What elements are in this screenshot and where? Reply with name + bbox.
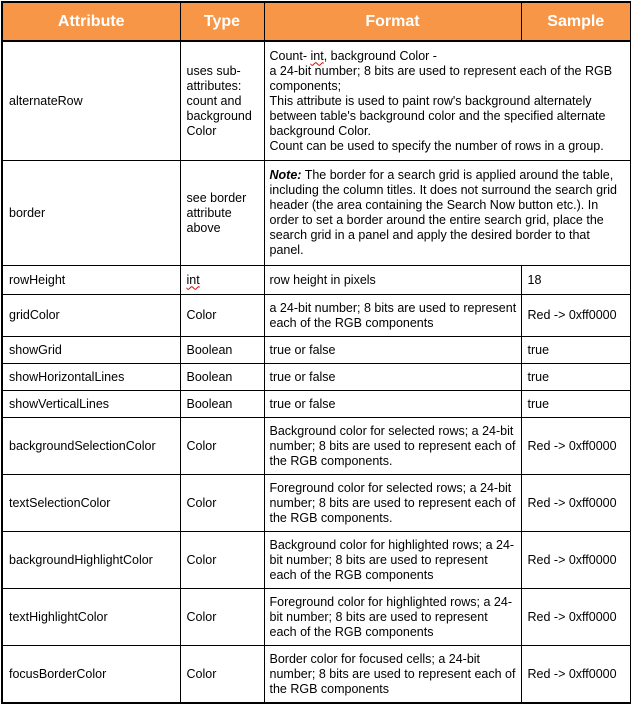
type-cell: Boolean — [180, 364, 264, 391]
header-attribute: Attribute — [2, 2, 180, 41]
attribute-cell: backgroundSelectionColor — [2, 418, 180, 475]
sample-cell: Red -> 0xff0000 — [521, 418, 631, 475]
table-row — [2, 532, 631, 589]
attribute-cell: showGrid — [2, 337, 180, 364]
format-text: Count- — [269, 48, 311, 63]
format-cell: Background color for selected rows; a 24-bit number; 8 bits are used to represent each of the RGB components. — [264, 418, 521, 475]
format-text: , background Color - — [323, 48, 437, 63]
type-cell: uses sub-attributes: count and background Color — [180, 41, 264, 161]
sample-cell: Red -> 0xff0000 — [521, 475, 631, 532]
attribute-cell: alternateRow — [2, 41, 180, 161]
table-row — [2, 418, 631, 475]
type-cell: Color — [180, 646, 264, 704]
sample-cell: true — [521, 364, 631, 391]
header-type: Type — [180, 2, 264, 41]
format-line — [270, 49, 628, 64]
type-cell: Color — [180, 418, 264, 475]
header-format: Format — [264, 2, 521, 41]
table-row — [2, 364, 631, 391]
type-cell — [180, 266, 264, 295]
type-cell: Color — [180, 589, 264, 646]
attribute-cell: textHighlightColor — [2, 589, 180, 646]
attribute-cell: border — [2, 161, 180, 266]
sample-cell: Red -> 0xff0000 — [521, 589, 631, 646]
type-cell: see border attribute above — [180, 161, 264, 266]
attribute-table — [1, 1, 631, 704]
type-cell: Color — [180, 295, 264, 337]
sample-cell: true — [521, 391, 631, 418]
header-sample: Sample — [521, 2, 631, 41]
format-line: a 24-bit number; 8 bits are used to represent each of the RGB components; — [269, 63, 613, 93]
spellcheck-word: int — [186, 272, 200, 287]
attribute-cell: rowHeight — [2, 266, 180, 295]
sample-cell: true — [521, 337, 631, 364]
sample-cell: Red -> 0xff0000 — [521, 532, 631, 589]
header-row — [2, 2, 631, 41]
format-cell — [264, 41, 631, 161]
attribute-cell: showVerticalLines — [2, 391, 180, 418]
format-cell: true or false — [264, 391, 521, 418]
attribute-cell: showHorizontalLines — [2, 364, 180, 391]
table-row — [2, 266, 631, 295]
type-cell: Color — [180, 532, 264, 589]
type-cell: Boolean — [180, 337, 264, 364]
attribute-cell: gridColor — [2, 295, 180, 337]
sample-cell: Red -> 0xff0000 — [521, 646, 631, 704]
format-cell: a 24-bit number; 8 bits are used to represent each of the RGB components — [264, 295, 521, 337]
note-label: Note: — [269, 168, 302, 182]
format-cell: Border color for focused cells; a 24-bit number; 8 bits are used to represent each of the RGB components — [264, 646, 521, 704]
format-cell: Foreground color for selected rows; a 24-bit number; 8 bits are used to represent each of the RGB components. — [264, 475, 521, 532]
format-cell: true or false — [264, 337, 521, 364]
format-cell — [264, 161, 631, 266]
table-row — [2, 337, 631, 364]
attribute-cell: textSelectionColor — [2, 475, 180, 532]
spellcheck-word: int — [310, 48, 324, 63]
table-row — [2, 475, 631, 532]
format-cell: Foreground color for highlighted rows; a 24-bit number; 8 bits are used to represent each of the RGB components — [264, 589, 521, 646]
format-cell: row height in pixels — [264, 266, 521, 295]
table-row — [2, 161, 631, 266]
table-row — [2, 41, 631, 161]
format-line: This attribute is used to paint row's background alternately between table's background color and the specified alternate background Color. — [269, 93, 606, 138]
format-text: The border for a search grid is applied around the table, including the column titles. It does not surround the search grid header (the area containing the Search Now button etc.). In order to set a border around the entire search grid, place the search grid in a panel and apply the desired border to that panel. — [269, 168, 617, 257]
table-row — [2, 391, 631, 418]
format-line: Count can be used to specify the number of rows in a group. — [269, 138, 604, 153]
sample-cell: Red -> 0xff0000 — [521, 295, 631, 337]
type-cell: Boolean — [180, 391, 264, 418]
format-cell: true or false — [264, 364, 521, 391]
attribute-cell: focusBorderColor — [2, 646, 180, 704]
table-row — [2, 646, 631, 704]
table-row — [2, 589, 631, 646]
sample-cell: 18 — [521, 266, 631, 295]
format-cell: Background color for highlighted rows; a 24-bit number; 8 bits are used to represent each of the RGB components — [264, 532, 521, 589]
attribute-cell: backgroundHighlightColor — [2, 532, 180, 589]
table-row — [2, 295, 631, 337]
type-cell: Color — [180, 475, 264, 532]
